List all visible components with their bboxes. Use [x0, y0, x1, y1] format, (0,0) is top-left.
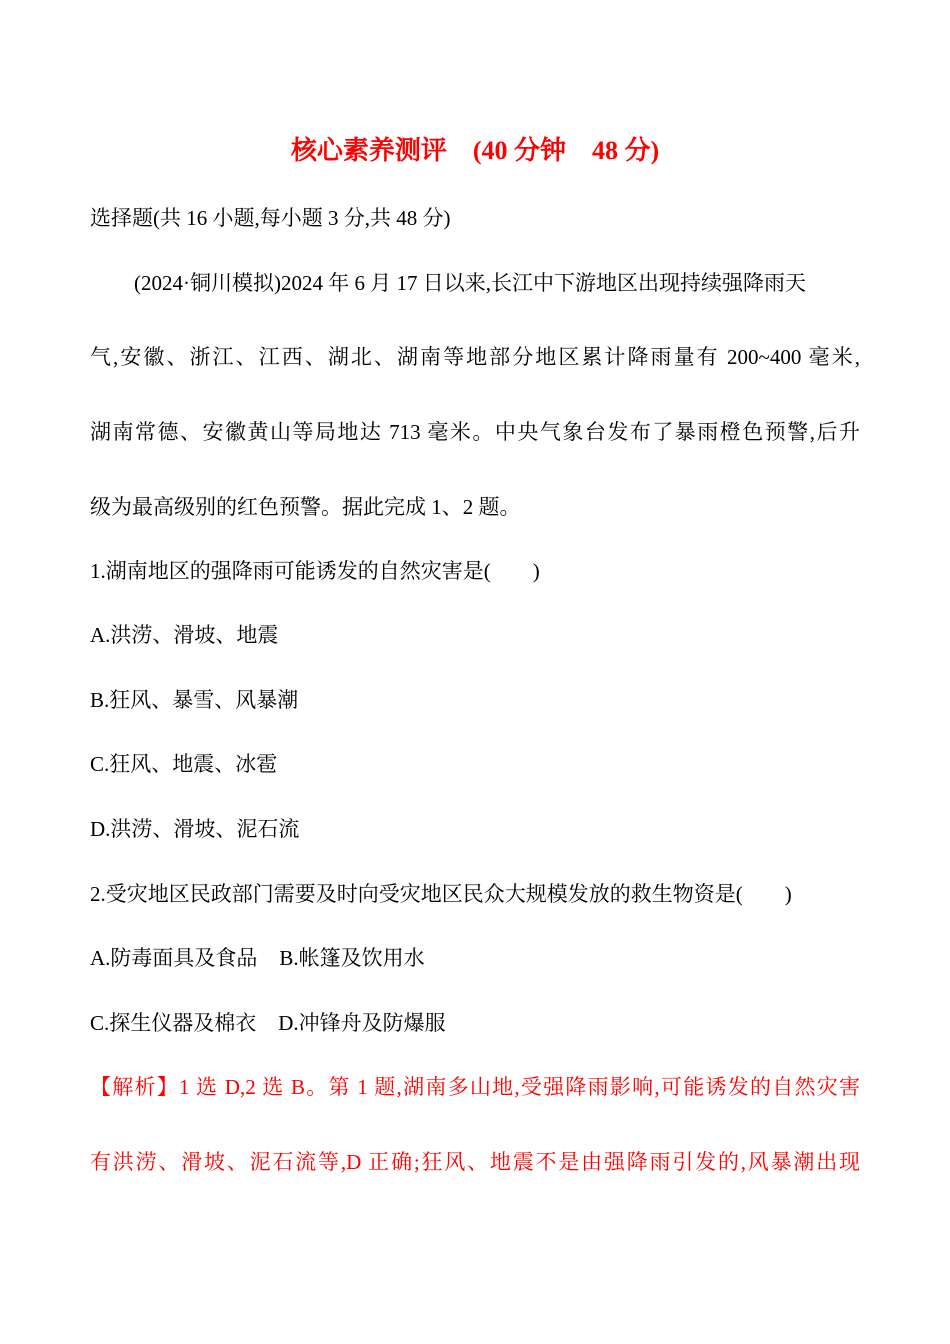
question-1-option-a: A.洪涝、滑坡、地震	[90, 623, 279, 647]
question-2-option-c: C.探生仪器及棉衣	[90, 1011, 257, 1035]
passage-line-3: 湖南常德、安徽黄山等局地达 713 毫米。中央气象台发布了暴雨橙色预警,后升	[90, 420, 860, 444]
question-2-stem: 2.受灾地区民政部门需要及时向受灾地区民众大规模发放的救生物资是( )	[90, 882, 792, 906]
passage-line-2: 气,安徽、浙江、江西、湖北、湖南等地部分地区累计降雨量有 200~400 毫米,	[90, 345, 860, 369]
question-2-option-a: A.防毒面具及食品	[90, 946, 258, 970]
passage-line-1: (2024·铜川模拟)2024 年 6 月 17 日以来,长江中下游地区出现持续强降雨天	[134, 271, 806, 295]
question-1-stem: 1.湖南地区的强降雨可能诱发的自然灾害是( )	[90, 559, 540, 583]
question-2-option-d: D.冲锋舟及防爆服	[278, 1011, 446, 1035]
section-header: 选择题(共 16 小题,每小题 3 分,共 48 分)	[90, 206, 451, 230]
question-1-option-d: D.洪涝、滑坡、泥石流	[90, 817, 300, 841]
passage-line-4: 级为最高级别的红色预警。据此完成 1、2 题。	[90, 495, 521, 519]
question-2-options-row-1	[90, 944, 425, 972]
question-1-option-c: C.狂风、地震、冰雹	[90, 752, 278, 776]
question-2-options-row-2	[90, 1009, 446, 1037]
page-title: 核心素养测评 (40 分钟 48 分)	[290, 136, 660, 165]
question-1-option-b: B.狂风、暴雪、风暴潮	[90, 688, 299, 712]
analysis-line-2: 有洪涝、滑坡、泥石流等,D 正确;狂风、地震不是由强降雨引发的,风暴潮出现	[90, 1150, 860, 1174]
question-2-option-b: B.帐篷及饮用水	[279, 946, 425, 970]
analysis-line-1: 【解析】1 选 D,2 选 B。第 1 题,湖南多山地,受强降雨影响,可能诱发的自然灾害	[90, 1075, 860, 1099]
